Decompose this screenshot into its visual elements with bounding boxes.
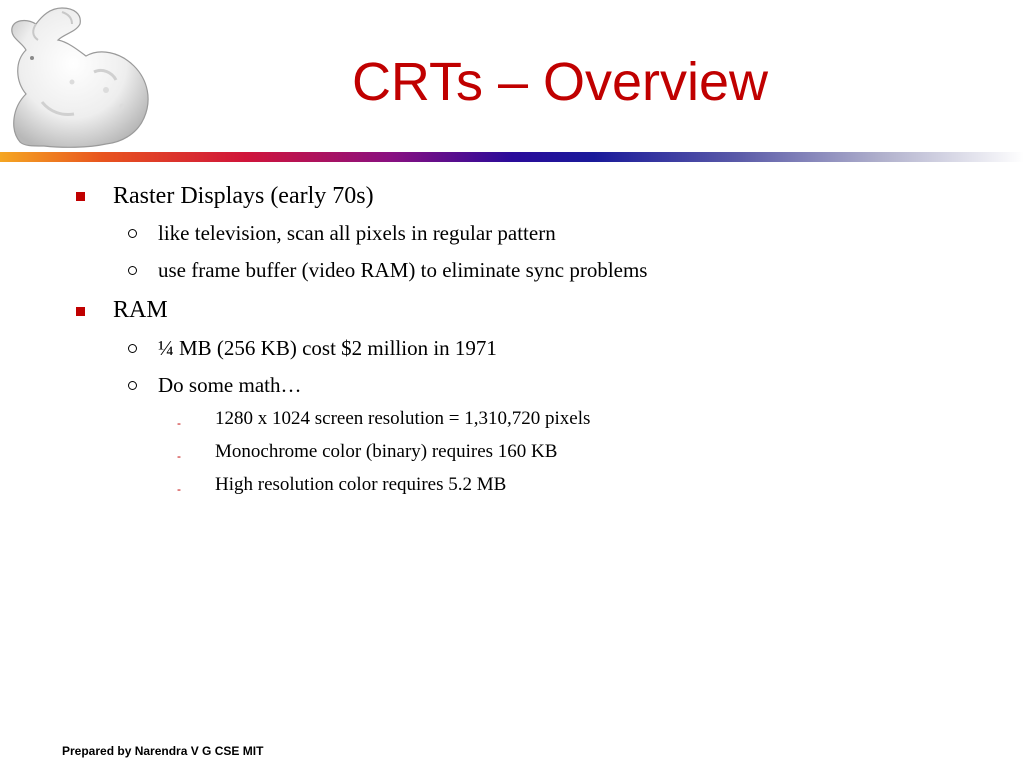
bullet-circle-icon xyxy=(128,229,137,238)
sub-bullet-frame-buffer: use frame buffer (video RAM) to eliminate sync problems xyxy=(158,258,648,282)
bullet-circle-icon xyxy=(128,266,137,275)
bullet-dash-icon: - xyxy=(177,416,181,430)
bullet-ram: RAM xyxy=(113,297,168,323)
sub-bullet-television-scan: like television, scan all pixels in regular pattern xyxy=(158,221,556,245)
bullet-circle-icon xyxy=(128,381,137,390)
slide-title: CRTs – Overview xyxy=(351,52,769,112)
sub-sub-bullet-monochrome: Monochrome color (binary) requires 160 KB xyxy=(215,441,558,462)
sub-sub-bullet-screen-resolution: 1280 x 1024 screen resolution = 1,310,720 pixels xyxy=(215,408,591,429)
bullet-dash-icon: - xyxy=(177,482,181,496)
footer-credit: Prepared by Narendra V G CSE MIT xyxy=(62,744,264,758)
sub-bullet-ram-cost: ¼ MB (256 KB) cost $2 million in 1971 xyxy=(158,336,497,360)
bullet-raster-displays: Raster Displays (early 70s) xyxy=(113,183,374,209)
bullet-square-icon xyxy=(76,307,85,316)
sub-sub-bullet-high-res-color: High resolution color requires 5.2 MB xyxy=(215,474,507,495)
bullet-dash-icon: - xyxy=(177,449,181,463)
bullet-circle-icon xyxy=(128,344,137,353)
sub-bullet-do-some-math: Do some math… xyxy=(158,373,302,397)
bullet-square-icon xyxy=(76,192,85,201)
